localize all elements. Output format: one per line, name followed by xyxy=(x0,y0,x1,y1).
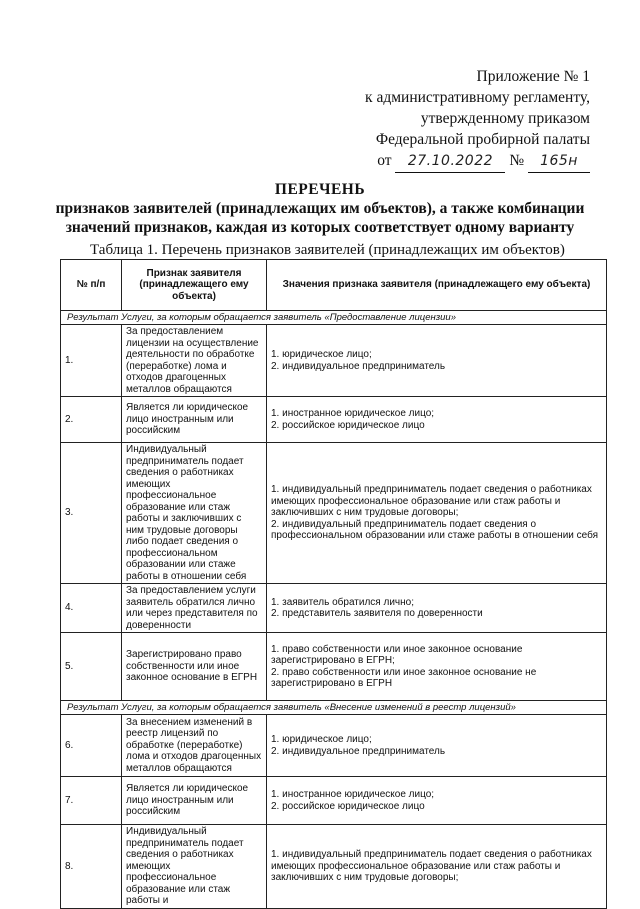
row-num: 3. xyxy=(61,443,122,584)
table-caption: Таблица 1. Перечень признаков заявителей (принадлежащих им объектов) xyxy=(90,242,565,258)
row-values: 1. юридическое лицо; 2. индивидуальное предприниматель xyxy=(267,325,607,397)
row-num: 1. xyxy=(61,325,122,397)
regulation-ref: к административному регламенту, xyxy=(365,89,590,106)
row-values: 1. право собственности или иное законное основание зарегистрировано в ЕГРН; 2. право собственности или иное законное основание не зарегистрировано в ЕГРН xyxy=(267,633,607,701)
table-header-row xyxy=(61,260,607,311)
row-attr: За внесением изменений в реестр лицензий по обработке (переработке) лома и отходов драгоценных металлов обращаются xyxy=(122,715,267,777)
table-row xyxy=(61,825,607,909)
appendix-label: Приложение № 1 xyxy=(476,68,590,85)
document-title xyxy=(0,180,640,237)
attributes-table xyxy=(60,259,607,909)
row-attr: Индивидуальный предприниматель подает сведения о работниках имеющих профессиональное образование или стаж работы и xyxy=(122,825,267,909)
title-sub-1: признаков заявителей (принадлежащих им объектов), а также комбинации xyxy=(55,200,585,217)
row-num: 7. xyxy=(61,777,122,825)
row-num: 4. xyxy=(61,584,122,633)
section-row xyxy=(61,311,607,325)
approved-by: утвержденному приказом xyxy=(420,110,590,127)
row-num: 2. xyxy=(61,397,122,443)
table-row xyxy=(61,397,607,443)
order-date: 27.10.2022 xyxy=(395,151,505,173)
order-line xyxy=(365,150,590,173)
row-values: 1. заявитель обратился лично; 2. представитель заявителя по доверенности xyxy=(267,584,607,633)
row-values: 1. индивидуальный предприниматель подает сведения о работниках имеющих профессиональное образование или стаж работы и заключивших с ним трудовые договоры; 2. индивидуальный предприниматель подает сведения о профессиональном образовании или стаже работы в отношении себя xyxy=(267,443,607,584)
row-attr: Является ли юридическое лицо иностранным или российским xyxy=(122,777,267,825)
row-num: 8. xyxy=(61,825,122,909)
section-row xyxy=(61,701,607,715)
table-row xyxy=(61,443,607,584)
table-row xyxy=(61,325,607,397)
row-attr: Является ли юридическое лицо иностранным или российским xyxy=(122,397,267,443)
row-attr: Индивидуальный предприниматель подает сведения о работниках имеющих профессиональное образование или стаж работы и заключивших с ним трудовые договоры либо подает сведения о профессиональном образовании или стаже работы в отношении себя xyxy=(122,443,267,584)
order-number: 165н xyxy=(528,151,590,173)
table-row xyxy=(61,633,607,701)
row-attr: За предоставлением лицензии на осуществление деятельности по обработке (переработке) лома и отходов драгоценных металлов обращаются xyxy=(122,325,267,397)
header-num: № п/п xyxy=(61,260,122,311)
title-sub-2: значений признаков, каждая из которых соответствует одному варианту xyxy=(65,219,575,236)
row-values: 1. иностранное юридическое лицо; 2. российское юридическое лицо xyxy=(267,397,607,443)
row-values: 1. юридическое лицо; 2. индивидуальное предприниматель xyxy=(267,715,607,777)
row-num: 5. xyxy=(61,633,122,701)
from-label: от xyxy=(377,152,392,169)
header-attr: Признак заявителя (принадлежащего ему объекта) xyxy=(122,260,267,311)
table-row xyxy=(61,584,607,633)
number-label: № xyxy=(509,152,525,169)
table-row xyxy=(61,777,607,825)
row-num: 6. xyxy=(61,715,122,777)
row-attr: За предоставлением услуги заявитель обратился лично или через представителя по доверенности xyxy=(122,584,267,633)
row-values: 1. индивидуальный предприниматель подает сведения о работниках имеющих профессиональное образование или стаж работы и заключивших с ним трудовые договоры; xyxy=(267,825,607,909)
title-main: ПЕРЕЧЕНЬ xyxy=(274,181,366,198)
row-values: 1. иностранное юридическое лицо; 2. российское юридическое лицо xyxy=(267,777,607,825)
section-provision: Результат Услуги, за которым обращается заявитель «Предоставление лицензии» xyxy=(61,311,607,325)
authority-name: Федеральной пробирной палаты xyxy=(375,131,590,148)
row-attr: Зарегистрировано право собственности или иное законное основание в ЕГРН xyxy=(122,633,267,701)
header-values: Значения признака заявителя (принадлежащего ему объекта) xyxy=(267,260,607,311)
table-row xyxy=(61,715,607,777)
appendix-header xyxy=(365,66,590,173)
section-changes: Результат Услуги, за которым обращается заявитель «Внесение изменений в реестр лицензий» xyxy=(61,701,607,715)
